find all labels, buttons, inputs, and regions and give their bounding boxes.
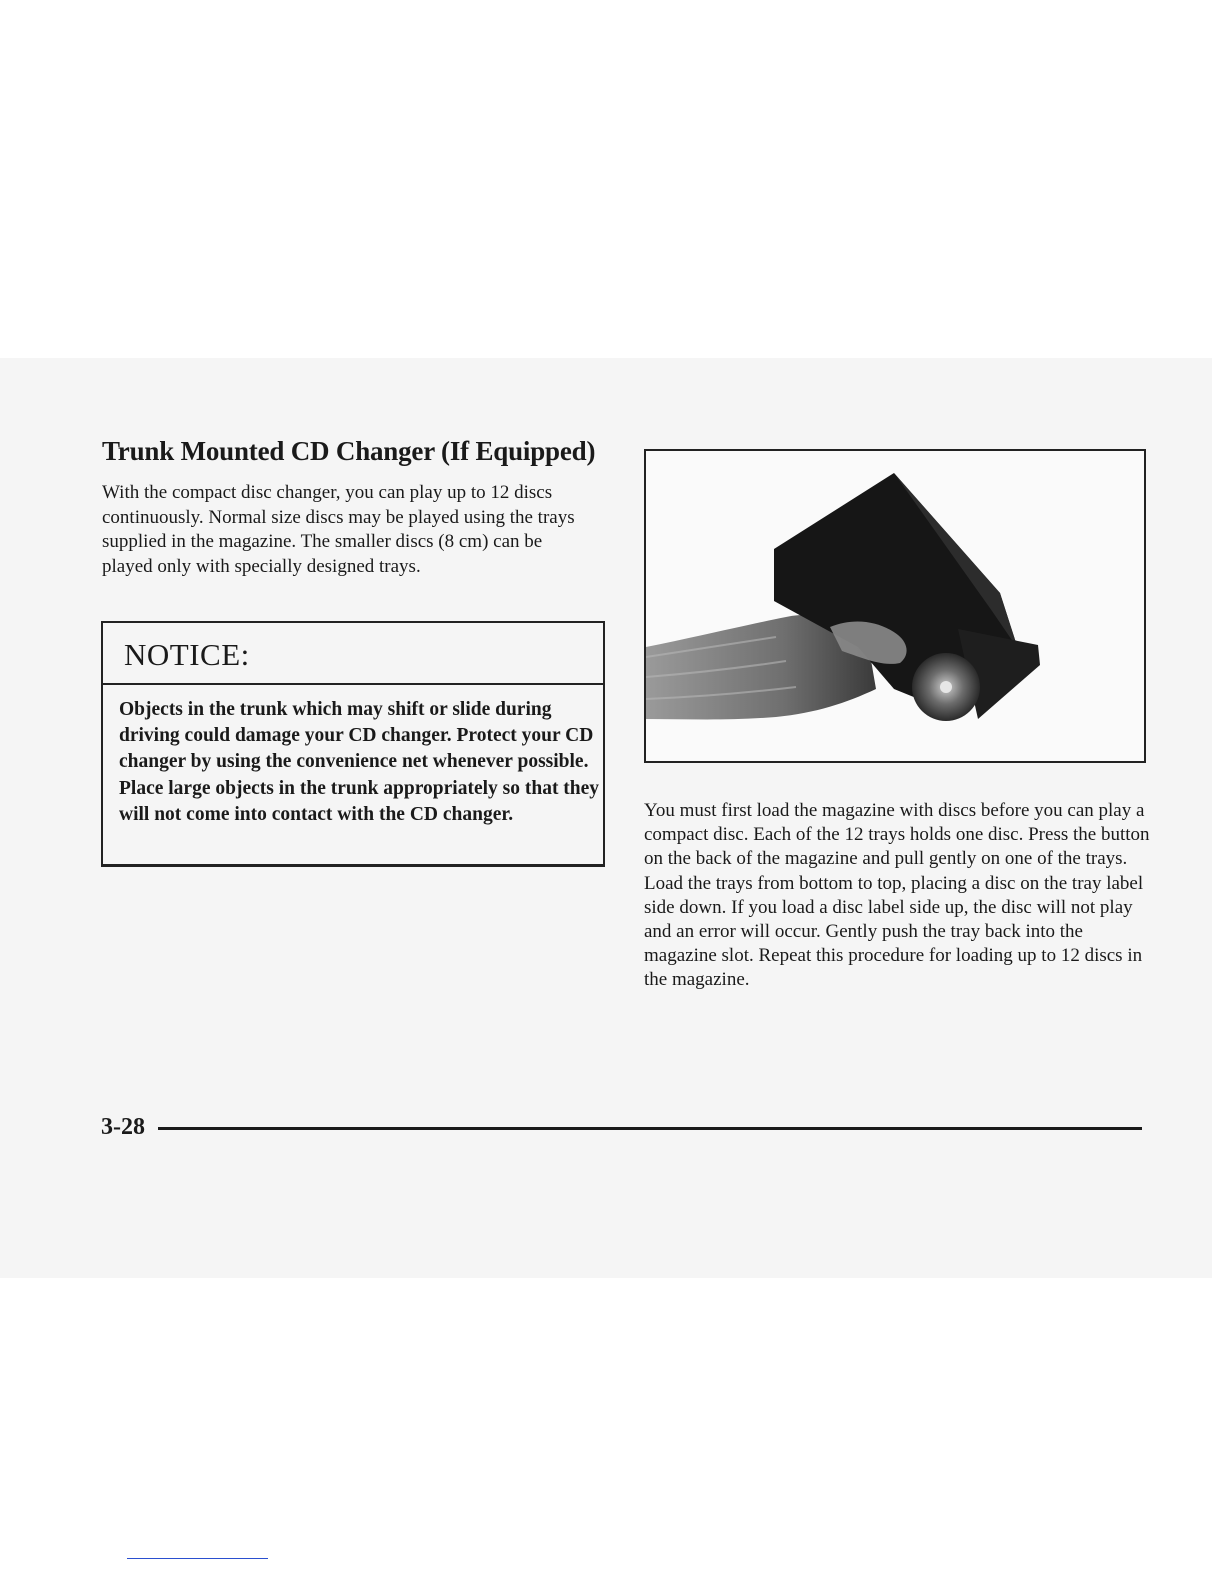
section-title: Trunk Mounted CD Changer (If Equipped) (102, 436, 596, 466)
footer-rule (158, 1127, 1142, 1130)
cd-magazine-photo-icon (646, 451, 1144, 761)
notice-body: Objects in the trunk which may shift or slide during driving could damage your CD changer. Protect your CD changer by using the convenience net whenever possible. Place large objects in the trunk appropriately so that they will not come into contact with the CD changer. (119, 699, 600, 825)
link-underline (127, 1558, 268, 1559)
notice-box (101, 621, 605, 867)
page-number: 3-28 (101, 1114, 145, 1140)
intro-paragraph: With the compact disc changer, you can play up to 12 discs continuously. Normal size discs may be played using the trays supplied in the magazine. The smaller discs (8 cm) can be played only with specially designed trays. (102, 482, 575, 577)
cd-magazine-figure (644, 449, 1146, 763)
loading-instructions: You must first load the magazine with discs before you can play a compact disc. Each of the 12 trays holds one disc. Press the button on the back of the magazine and pull gently on one of the trays. Load the trays from bottom to top, placing a disc on the tray label side down. If you load a disc label side up, the disc will not play and an error will occur. Gently push the tray back into the magazine slot. Repeat this procedure for loading up to 12 discs in the magazine. (644, 800, 1150, 991)
notice-header (103, 623, 603, 685)
notice-title: NOTICE: (124, 637, 250, 672)
